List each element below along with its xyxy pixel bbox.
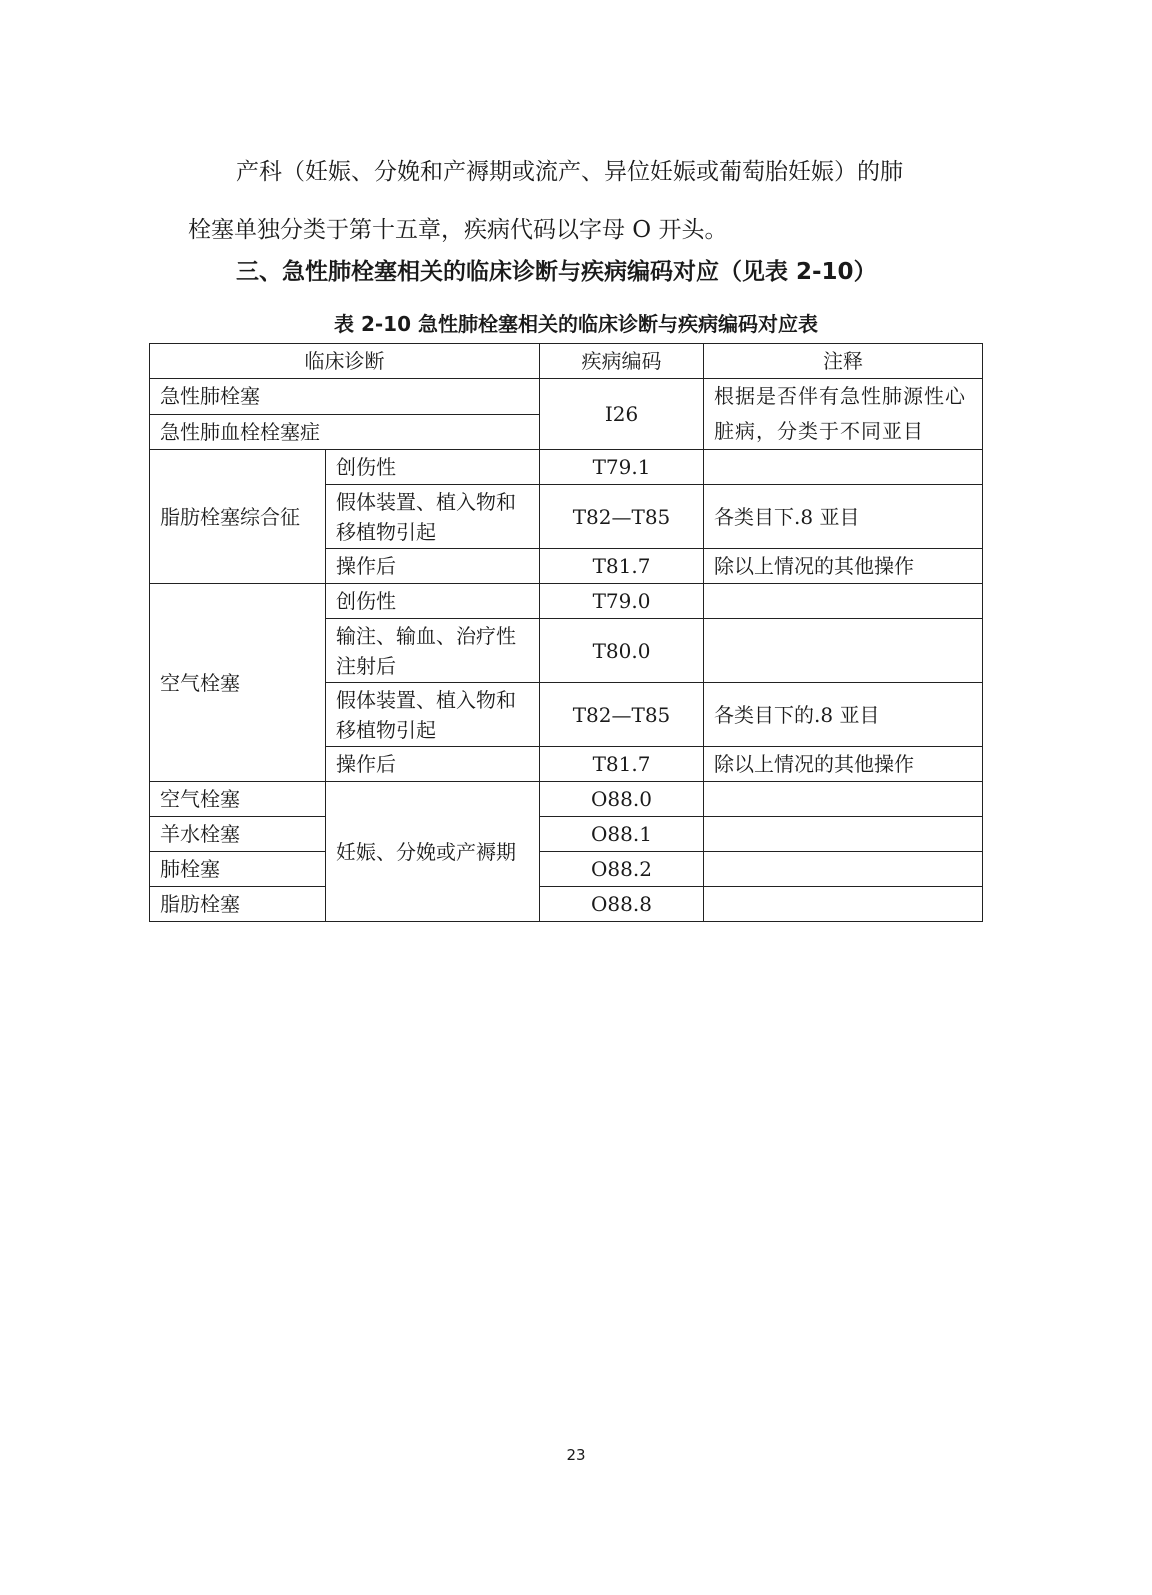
note-cell — [704, 817, 983, 852]
diagnosis-cell: 空气栓塞 — [150, 782, 326, 817]
table-row — [150, 852, 983, 887]
diagnosis-cell: 急性肺栓塞 — [150, 379, 540, 415]
group-cell-air-embolism: 空气栓塞 — [150, 584, 326, 782]
code-cell: T80.0 — [540, 619, 704, 683]
header-note: 注释 — [704, 344, 983, 379]
table-row — [150, 379, 983, 415]
header-code: 疾病编码 — [540, 344, 704, 379]
code-cell: T82—T85 — [540, 485, 704, 549]
note-cell — [704, 852, 983, 887]
note-cell: 各类目下.8 亚目 — [704, 485, 983, 549]
diagnosis-cell: 肺栓塞 — [150, 852, 326, 887]
table-row — [150, 782, 983, 817]
note-cell — [704, 782, 983, 817]
diagnosis-cell: 羊水栓塞 — [150, 817, 326, 852]
subtype-cell: 创伤性 — [326, 450, 540, 485]
note-cell: 除以上情况的其他操作 — [704, 549, 983, 584]
note-cell: 根据是否伴有急性肺源性心脏病，分类于不同亚目 — [704, 379, 983, 450]
subtype-cell: 操作后 — [326, 549, 540, 584]
note-cell — [704, 619, 983, 683]
header-diagnosis: 临床诊断 — [150, 344, 540, 379]
code-cell: T82—T85 — [540, 683, 704, 747]
table-row — [150, 887, 983, 922]
subtype-cell: 假体装置、植入物和移植物引起 — [326, 683, 540, 747]
note-cell: 各类目下的.8 亚目 — [704, 683, 983, 747]
code-cell: O88.0 — [540, 782, 704, 817]
code-cell: O88.2 — [540, 852, 704, 887]
subtype-cell: 假体装置、植入物和移植物引起 — [326, 485, 540, 549]
body-paragraph — [188, 143, 968, 259]
body-line-2: 栓塞单独分类于第十五章，疾病代码以字母 O 开头。 — [188, 217, 728, 243]
code-cell: T81.7 — [540, 549, 704, 584]
code-cell: T81.7 — [540, 747, 704, 782]
code-cell: T79.0 — [540, 584, 704, 619]
note-cell — [704, 584, 983, 619]
code-cell: T79.1 — [540, 450, 704, 485]
note-cell: 除以上情况的其他操作 — [704, 747, 983, 782]
diagnosis-code-table — [149, 343, 983, 922]
subtype-cell: 操作后 — [326, 747, 540, 782]
code-cell: O88.8 — [540, 887, 704, 922]
group-cell-obstetric: 妊娠、分娩或产褥期 — [326, 782, 540, 922]
subtype-cell: 创伤性 — [326, 584, 540, 619]
note-cell — [704, 450, 983, 485]
subtype-cell: 输注、输血、治疗性注射后 — [326, 619, 540, 683]
section-heading: 三、急性肺栓塞相关的临床诊断与疾病编码对应（见表 2-10） — [236, 259, 877, 285]
page-number: 23 — [566, 1446, 586, 1464]
diagnosis-cell: 脂肪栓塞 — [150, 887, 326, 922]
group-cell-fat-embolism: 脂肪栓塞综合征 — [150, 450, 326, 584]
table-header-row — [150, 344, 983, 379]
table-row — [150, 817, 983, 852]
diagnosis-cell: 急性肺血栓栓塞症 — [150, 414, 540, 450]
table-caption: 表 2-10 急性肺栓塞相关的临床诊断与疾病编码对应表 — [334, 312, 818, 336]
table-row — [150, 584, 983, 619]
code-cell: O88.1 — [540, 817, 704, 852]
table-row — [150, 450, 983, 485]
code-cell: I26 — [540, 379, 704, 450]
note-cell — [704, 887, 983, 922]
body-line-1: 产科（妊娠、分娩和产褥期或流产、异位妊娠或葡萄胎妊娠）的肺 — [236, 159, 903, 185]
